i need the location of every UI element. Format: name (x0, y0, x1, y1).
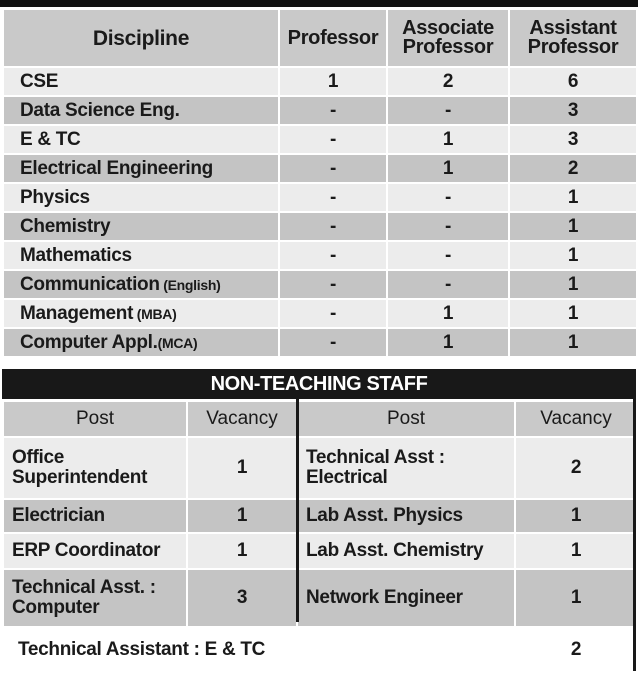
discipline-note: (MCA) (157, 334, 198, 351)
discipline-cell: E & TC (3, 125, 279, 154)
top-border (0, 0, 638, 7)
header-assistant-professor: Assistant Professor (509, 9, 637, 67)
post-left: Electrician (3, 499, 187, 533)
assistant-professor-count: 6 (509, 67, 637, 96)
post-right: Lab Asst. Physics (297, 499, 515, 533)
professor-count: - (279, 241, 387, 270)
header-professor: Professor (279, 9, 387, 67)
discipline-cell: Chemistry (3, 212, 279, 241)
vacancy-left: 1 (187, 437, 297, 499)
post-left: ERP Coordinator (3, 533, 187, 569)
professor-count: 1 (279, 67, 387, 96)
non-teaching-header-row (3, 401, 637, 437)
teaching-row (3, 125, 637, 154)
post-left: Technical Asst. : Computer (3, 569, 187, 627)
right-border (633, 398, 636, 671)
professor-count: - (279, 183, 387, 212)
discipline-cell: Computer Appl.(MCA) (3, 328, 279, 357)
associate-professor-count: 1 (387, 154, 509, 183)
vacancy-footer: 2 (515, 627, 637, 673)
vacancy-right: 1 (515, 533, 637, 569)
professor-count: - (279, 96, 387, 125)
teaching-row (3, 299, 637, 328)
professor-count: - (279, 270, 387, 299)
discipline-cell: Physics (3, 183, 279, 212)
teaching-header-row (3, 9, 637, 67)
teaching-row (3, 328, 637, 357)
discipline-cell: Data Science Eng. (3, 96, 279, 125)
non-teaching-row (3, 499, 637, 533)
post-right: Technical Asst : Electrical (297, 437, 515, 499)
assistant-professor-count: 3 (509, 125, 637, 154)
header-associate-professor: Associate Professor (387, 9, 509, 67)
professor-count: - (279, 328, 387, 357)
professor-count: - (279, 154, 387, 183)
discipline-cell: Mathematics (3, 241, 279, 270)
assistant-professor-count: 1 (509, 328, 637, 357)
associate-professor-count: - (387, 96, 509, 125)
assistant-professor-count: 3 (509, 96, 637, 125)
teaching-row (3, 67, 637, 96)
non-teaching-row (3, 437, 637, 499)
associate-professor-count: 1 (387, 299, 509, 328)
assistant-professor-count: 1 (509, 241, 637, 270)
post-right: Lab Asst. Chemistry (297, 533, 515, 569)
professor-count: - (279, 212, 387, 241)
discipline-note: (MBA) (133, 305, 177, 322)
teaching-row (3, 270, 637, 299)
assistant-professor-count: 1 (509, 299, 637, 328)
professor-count: - (279, 125, 387, 154)
discipline-note: (English) (159, 276, 221, 293)
assistant-professor-count: 1 (509, 270, 637, 299)
professor-count: - (279, 299, 387, 328)
discipline-cell: Communication (English) (3, 270, 279, 299)
vacancy-right: 1 (515, 569, 637, 627)
teaching-row (3, 96, 637, 125)
header-post-right: Post (297, 401, 515, 437)
discipline-cell: CSE (3, 67, 279, 96)
header-vacancy-left: Vacancy (187, 401, 297, 437)
post-right: Network Engineer (297, 569, 515, 627)
assistant-professor-count: 1 (509, 212, 637, 241)
assistant-professor-count: 1 (509, 183, 637, 212)
post-left: Office Superintendent (3, 437, 187, 499)
associate-professor-count: - (387, 183, 509, 212)
column-divider (296, 398, 299, 622)
header-discipline: Discipline (3, 9, 279, 67)
teaching-vacancy-table (2, 8, 638, 358)
header-post-left: Post (3, 401, 187, 437)
vacancy-right: 2 (515, 437, 637, 499)
vacancy-left: 3 (187, 569, 297, 627)
non-teaching-footer-row (3, 627, 637, 673)
associate-professor-count: 1 (387, 125, 509, 154)
teaching-row (3, 212, 637, 241)
associate-professor-count: - (387, 212, 509, 241)
teaching-row (3, 241, 637, 270)
vacancy-right: 1 (515, 499, 637, 533)
non-teaching-vacancy-table (2, 400, 638, 674)
associate-professor-count: - (387, 241, 509, 270)
vacancy-left: 1 (187, 533, 297, 569)
non-teaching-row (3, 533, 637, 569)
vacancy-left: 1 (187, 499, 297, 533)
header-vacancy-right: Vacancy (515, 401, 637, 437)
associate-professor-count: - (387, 270, 509, 299)
associate-professor-count: 2 (387, 67, 509, 96)
teaching-row (3, 183, 637, 212)
discipline-cell: Management (MBA) (3, 299, 279, 328)
post-footer: Technical Assistant : E & TC (3, 627, 515, 673)
non-teaching-title: NON-TEACHING STAFF (2, 369, 636, 399)
teaching-row (3, 154, 637, 183)
non-teaching-row (3, 569, 637, 627)
discipline-cell: Electrical Engineering (3, 154, 279, 183)
assistant-professor-count: 2 (509, 154, 637, 183)
associate-professor-count: 1 (387, 328, 509, 357)
